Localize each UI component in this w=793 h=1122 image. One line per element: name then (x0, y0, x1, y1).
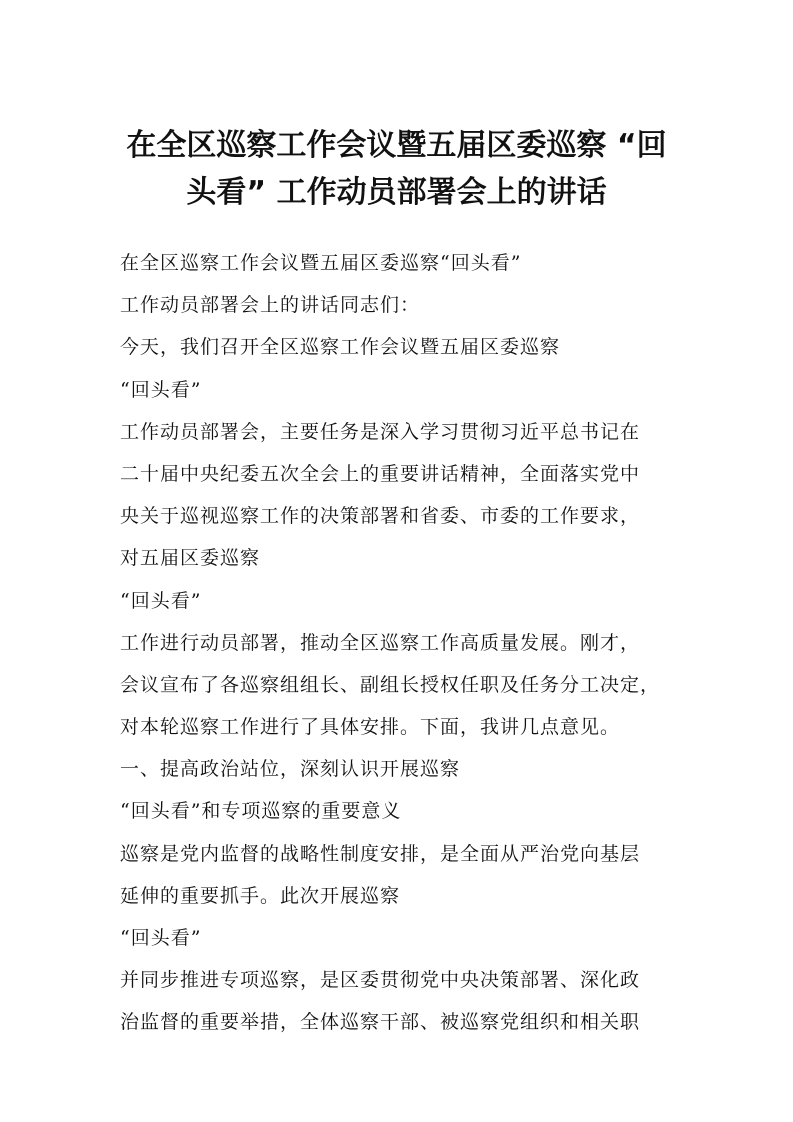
body-line: “回头看” (120, 378, 202, 401)
body-line: 延伸的重要抓手。此次开展巡察 (120, 884, 401, 907)
body-line: 在全区巡察工作会议暨五届区委巡察“回头看” (120, 252, 522, 274)
body-line: 会议宣布了各巡察组组长、副组长授权任职及任务分工决定， (120, 673, 661, 696)
body-line: 工作进行动员部署，推动全区巡察工作高质量发展。刚才， (120, 631, 641, 654)
body-line: 对五届区委巡察 (120, 547, 261, 570)
body-line: 工作动员部署会，主要任务是深入学习贯彻习近平总书记在 (120, 420, 641, 443)
section-heading-1: 一、提高政治站位，深刻认识开展巡察 (120, 758, 461, 781)
document-body (120, 242, 690, 1044)
document-title-line-1: 在全区巡察工作会议暨五届区委巡察 “回 (126, 128, 667, 163)
body-line: 央关于巡视巡察工作的决策部署和省委、市委的工作要求， (120, 505, 641, 528)
body-line: 巡察是党内监督的战略性制度安排，是全面从严治党向基层 (120, 842, 641, 865)
document-title-line-2: 头看” 工作动员部署会上的讲话 (186, 175, 607, 210)
body-line: 并同步推进专项巡察，是区委贯彻党中央决策部署、深化政 (120, 969, 641, 992)
body-line: 治监督的重要举措，全体巡察干部、被巡察党组织和相关职 (120, 1011, 641, 1034)
body-line: “回头看” (120, 589, 202, 612)
body-line: 工作动员部署会上的讲话同志们： (120, 294, 421, 317)
body-line: 二十届中央纪委五次全会上的重要讲话精神，全面落实党中 (120, 462, 641, 485)
section-heading-1-continued: “回头看”和专项巡察的重要意义 (120, 800, 402, 823)
body-line: “回头看” (120, 927, 202, 949)
body-line: 对本轮巡察工作进行了具体安排。下面，我讲几点意见。 (120, 716, 621, 739)
body-line: 今天，我们召开全区巡察工作会议暨五届区委巡察 (120, 336, 561, 359)
